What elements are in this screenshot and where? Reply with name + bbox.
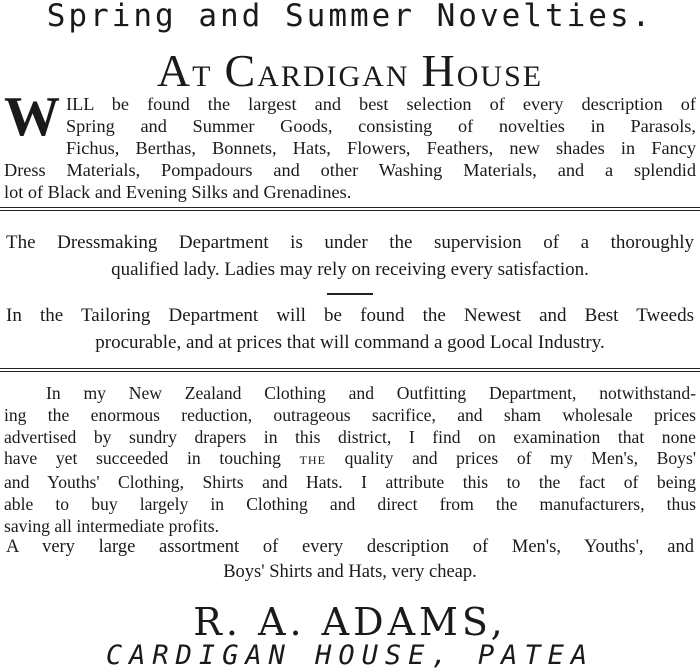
headline: Spring and Summer Novelties. <box>46 0 654 34</box>
store-title-house-rest: OUSE <box>456 60 544 93</box>
assortment-paragraph <box>6 535 694 585</box>
tailoring-paragraph <box>6 302 694 356</box>
outfitting-line-end: quality and prices of my Men's, Boys' <box>344 448 696 469</box>
merchant-name: R. A. ADAMS, <box>193 600 507 644</box>
store-title <box>0 44 700 97</box>
assortment-line: A very large assortment of every description of Men's, Youths', and <box>6 537 694 557</box>
assortment-line: Boys' Shirts and Hats, very cheap. <box>223 562 477 582</box>
store-title-at-rest: T <box>192 60 213 93</box>
short-divider <box>327 293 373 295</box>
store-title-cardigan-rest: ARDIGAN <box>257 60 410 93</box>
store-title-at-initial: A <box>156 45 193 96</box>
section-divider <box>0 368 700 372</box>
outfitting-line: able to buy largely in Clothing and direct from the manufacturers, thus <box>4 493 696 514</box>
outfitting-line: saving all intermediate profits. <box>4 515 219 536</box>
dressmaking-paragraph <box>6 229 694 283</box>
intro-line: Fichus, Berthas, Bonnets, Hats, Flowers, Feathers, new shades in Fancy <box>66 138 696 158</box>
outfitting-paragraph <box>4 383 696 538</box>
intro-line: Dress Materials, Pompadours and other Washing Materials, and a splendid <box>4 160 696 180</box>
outfitting-line-start: have yet succeeded in touching <box>4 448 281 469</box>
dressmaking-line: qualified lady. Ladies may rely on receiving every satisfaction. <box>111 259 589 280</box>
section-divider <box>0 207 700 211</box>
outfitting-the-word: THE <box>299 453 326 468</box>
tailoring-line: In the Tailoring Department will be found the Newest and Best Tweeds <box>6 305 694 326</box>
store-title-house-initial: H <box>421 45 457 96</box>
dressmaking-line: The Dressmaking Department is under the supervision of a thoroughly <box>6 232 694 253</box>
outfitting-line: In my New Zealand Clothing and Outfitting Department, notwithstand- <box>46 383 696 403</box>
outfitting-line: advertised by sundry drapers in this district, I find on examination that none <box>4 426 696 447</box>
intro-line: ILL be found the largest and best selection of every description of <box>66 94 696 114</box>
intro-paragraph <box>4 86 696 203</box>
outfitting-line <box>4 448 696 472</box>
drop-cap: W <box>4 86 60 148</box>
intro-line: lot of Black and Evening Silks and Grenadines. <box>4 182 352 202</box>
store-title-cardigan-initial: C <box>224 45 258 96</box>
intro-line: Spring and Summer Goods, consisting of novelties in Parasols, <box>66 116 696 136</box>
outfitting-line: ing the enormous reduction, outrageous sacrifice, and sham wholesale prices <box>4 404 696 425</box>
outfitting-line: and Youths' Clothing, Shirts and Hats. I attribute this to the fact of being <box>4 472 696 493</box>
tailoring-line: procurable, and at prices that will command a good Local Industry. <box>95 332 605 353</box>
merchant-address: CARDIGAN HOUSE, PATEA <box>105 640 595 671</box>
